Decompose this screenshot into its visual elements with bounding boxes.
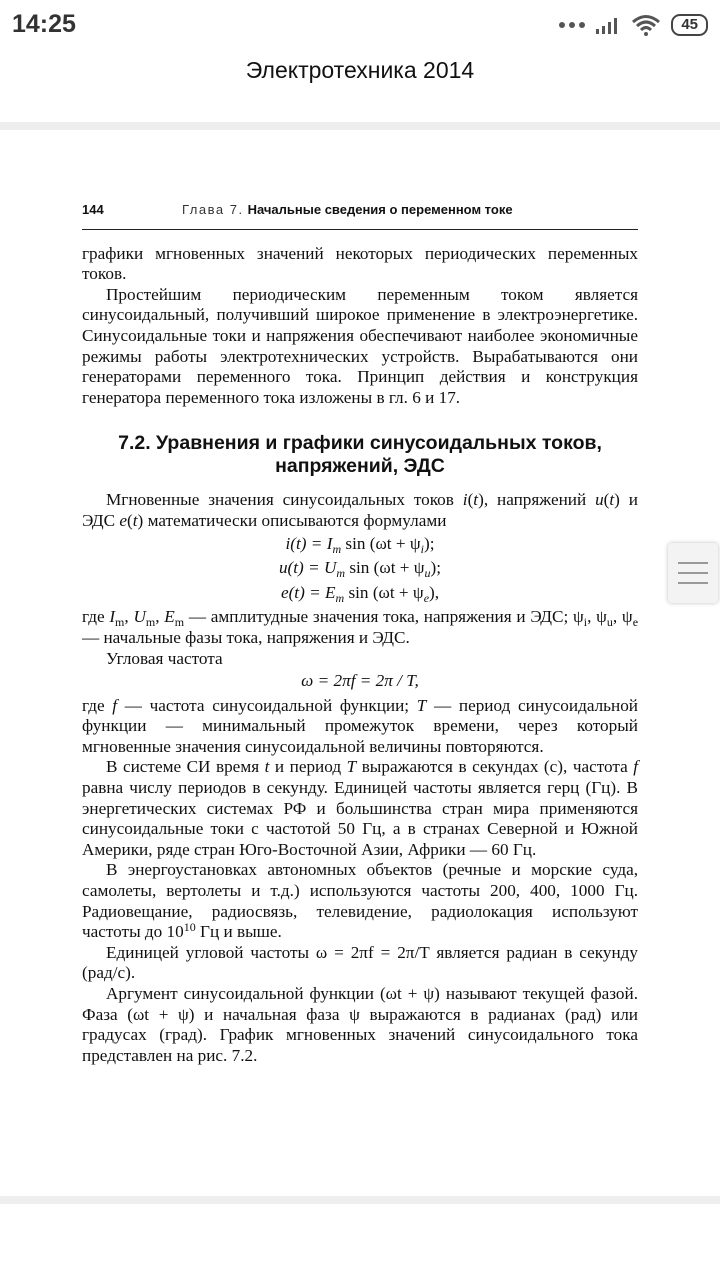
paragraph: Аргумент синусоидальной функции (ωt + ψ) называют текущей фазой. Фаза (ωt + ψ) и начальная фаза ψ выражаются в радианах (рад) или градусах (град). График мгновенных значений синусоидального тока представлен на рис. 7.2. bbox=[82, 984, 638, 1065]
paragraph: Простейшим периодическим переменным током является синусоидальный, получивший широкое применение в электроэнергетике. Синусоидальные токи и напряжения обеспечивают наиболее экономичные режимы работы электротехнических устройств. Вырабатываются они генераторами переменного тока. Принцип действия и конструкция генератора переменного тока изложены в гл. 6 и 17. bbox=[82, 284, 638, 407]
section-title-line-1: Уравнения и графики синусоидальных токов, bbox=[156, 432, 602, 455]
battery-indicator: 45 bbox=[671, 14, 708, 36]
paragraph: В энергоустановках автономных объектов (речные и морские суда, самолеты, вертолеты и т.д.) используются частоты 200, 400, 1000 Гц. Радиовещание, радиосвязь, телевидение, радиолокация используют частоты до $10^{10}$ Гц и выше. bbox=[82, 860, 638, 942]
menu-button[interactable] bbox=[668, 543, 718, 603]
running-head bbox=[82, 200, 638, 230]
formula-angular-frequency: ω = 2πf = 2π / T, bbox=[301, 671, 419, 691]
paragraph: В системе СИ время t и период T выражаются в секундах (с), частота f равна числу периодов в секунду. Единицей частоты является герц (Гц). В энергетических системах РФ и большинства стран мира применяются синусоидальные токи с частотой 50 Гц, а в странах Северной и Южной Америки, ряде стран Юго-Восточной Азии, Африки — 60 Гц. bbox=[82, 757, 639, 859]
paragraph: Мгновенные значения синусоидальных токов i(t), напряжений u(t) и ЭДС e(t) математически описываются формулами bbox=[82, 490, 638, 530]
signal-icon bbox=[595, 15, 621, 35]
section-number: 7.2. bbox=[118, 432, 151, 455]
status-bar bbox=[0, 0, 720, 52]
paragraph: Единицей угловой частоты ω = 2πf = 2π/T является радиан в секунду (рад/с). bbox=[82, 942, 638, 983]
section-heading bbox=[82, 432, 638, 478]
section-title-line-2: напряжений, ЭДС bbox=[275, 455, 445, 478]
status-time: 14:25 bbox=[12, 10, 76, 38]
formula-current: $i(t) = I_m$ $\sin (\omega t + \psi_i)$; bbox=[285, 533, 435, 556]
app-title: Электротехника 2014 bbox=[245, 57, 475, 83]
formula-emf: $e(t) = E_m$ $\sin (\omega t + \psi_e)$, bbox=[280, 582, 440, 605]
book-page[interactable] bbox=[82, 200, 638, 1066]
app-header bbox=[0, 52, 720, 122]
wifi-icon bbox=[631, 14, 661, 36]
chapter-title: Начальные сведения о переменном токе bbox=[247, 202, 513, 217]
footer-divider bbox=[0, 1196, 720, 1204]
paragraph: где $I_m$, $U_m$, $E_m$ — амплитудные значения тока, напряжения и ЭДС; $\psi_i$, $\psi_u$, $\psi_e$ — начальные фазы тока, напряжения и ЭДС. bbox=[82, 607, 639, 647]
paragraph: Угловая частота bbox=[106, 648, 223, 668]
formula-voltage: $u(t) = U_m$ $\sin (\omega t + \psi_u)$; bbox=[278, 558, 442, 581]
chapter-label: Глава 7. bbox=[182, 202, 244, 217]
status-icons bbox=[559, 14, 708, 36]
more-dots-icon bbox=[559, 22, 585, 28]
page-number: 144 bbox=[82, 202, 104, 217]
header-divider bbox=[0, 122, 720, 130]
paragraph: графики мгновенных значений некоторых периодических переменных токов. bbox=[82, 243, 638, 284]
paragraph: где f — частота синусоидальной функции; T — период синусоидальной функции — минимальный промежуток времени, через который мгновенные значения синусоидальной величины повторяются. bbox=[82, 695, 639, 756]
